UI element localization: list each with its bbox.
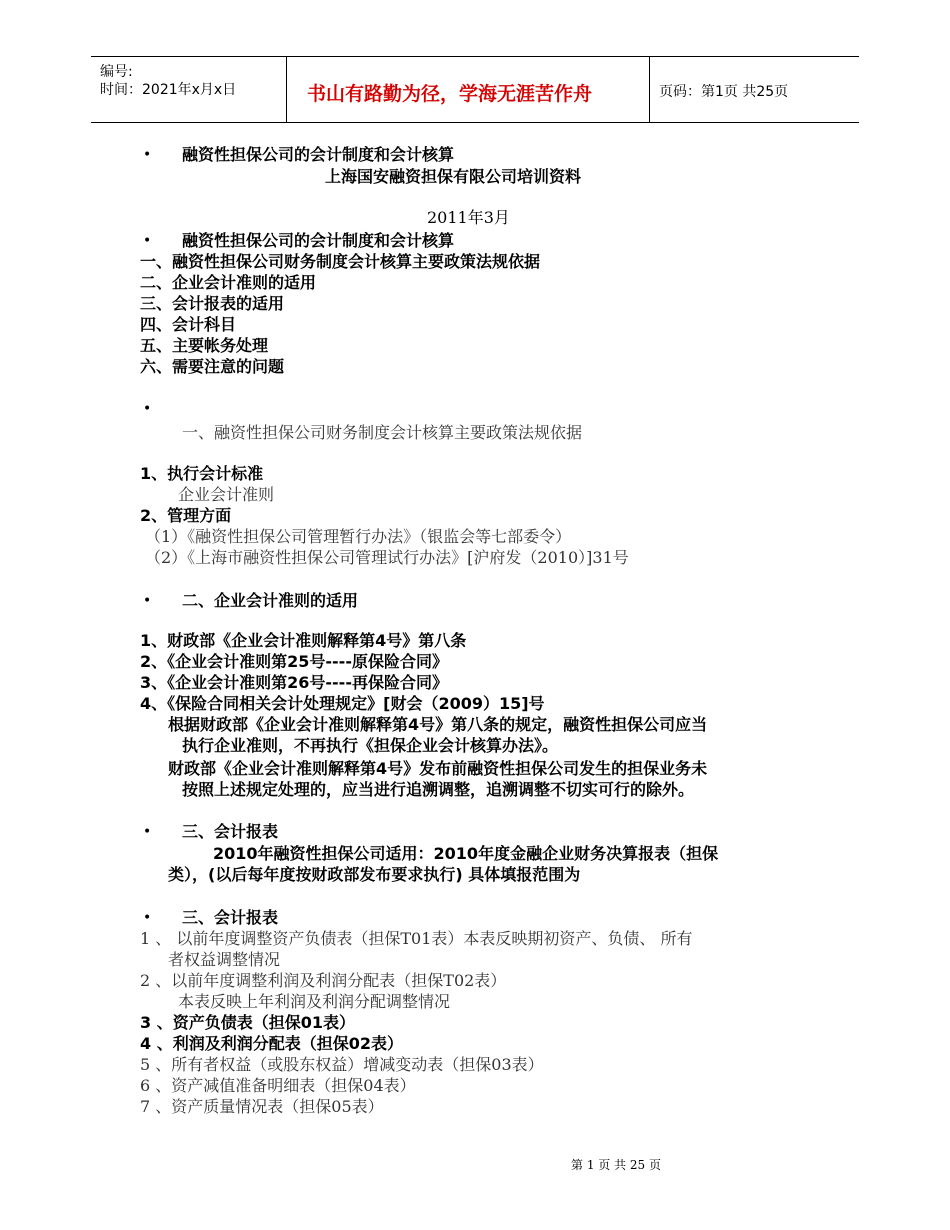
section3b-item2-line2: 本表反映上年利润及利润分配调整情况 [178, 992, 451, 1011]
section1-law-1: （1）《融资性担保公司管理暂行办法》（银监会等七部委令） [145, 527, 572, 546]
outline-item-4: 四、会计科目 [140, 315, 237, 334]
section3b-item-5: 5 、所有者权益（或股东权益）增减变动表（担保03表） [140, 1055, 544, 1074]
section3b-bullet: • [143, 910, 152, 926]
section3b-item2-line1: 2 、以前年度调整利润及利润分配表（担保T02表） [140, 971, 507, 990]
doc-subtitle: 上海国安融资担保有限公司培训资料 [325, 167, 582, 186]
header-divider-left [286, 56, 287, 122]
header-divider-right [649, 56, 650, 122]
section3a-heading: 三、会计报表 [182, 822, 279, 841]
section2-para1-line1: 根据财政部《企业会计准则解释第4号》第八条的规定，融资性担保公司应当 [168, 715, 708, 734]
section2-para2-line1: 财政部《企业会计准则解释第4号》发布前融资性担保公司发生的担保业务未 [168, 759, 708, 778]
section3b-item-7: 7 、资产质量情况表（担保05表） [140, 1097, 384, 1116]
section2-para1-line2: 执行企业准则，不再执行《担保企业会计核算办法》。 [182, 736, 559, 755]
section2-item-3: 3、《企业会计准则第26号----再保险合同》 [140, 673, 448, 692]
section3b-heading: 三、会计报表 [182, 908, 279, 927]
section3b-item1-line1: 1 、 以前年度调整资产负债表（担保T01表）本表反映期初资产、负债、 所有 [140, 929, 693, 948]
page-footer: 第 1 页 共 25 页 [571, 1158, 661, 1172]
doc-title: 融资性担保公司的会计制度和会计核算 [182, 145, 455, 164]
doc-date: 2011年3月 [427, 208, 510, 227]
outline-item-2: 二、企业会计准则的适用 [140, 273, 317, 292]
section1-item2-title: 2、管理方面 [140, 506, 232, 525]
section1-item1-text: 企业会计准则 [178, 485, 275, 504]
outline-item-6: 六、需要注意的问题 [140, 357, 285, 376]
section1-bullet: • [143, 401, 152, 417]
outline-heading: 融资性担保公司的会计制度和会计核算 [182, 231, 455, 250]
section3a-bullet: • [143, 824, 152, 840]
outline-item-1: 一、融资性担保公司财务制度会计核算主要政策法规依据 [140, 252, 541, 271]
section3a-line2: 类），(以后每年度按财政部发布要求执行) 具体填报范围为 [168, 865, 581, 884]
section3b-item1-line2: 者权益调整情况 [168, 950, 281, 969]
section2-item-1: 1、财政部《企业会计准则解释第4号》第八条 [140, 631, 467, 650]
header-motto: 书山有路勤为径，学海无涯苦作舟 [307, 83, 593, 105]
section2-para2-line2: 按照上述规定处理的，应当进行追溯调整，追溯调整不切实可行的除外。 [182, 780, 695, 799]
outline-item-3: 三、会计报表的适用 [140, 294, 285, 313]
section2-item-2: 2、《企业会计准则第25号----原保险合同》 [140, 652, 448, 671]
section3a-line1: 2010年融资性担保公司适用：2010年度金融企业财务决算报表（担保 [213, 844, 719, 863]
header-time-label: 时间：2021年x月x日 [100, 82, 237, 98]
section3b-item-6: 6 、资产减值准备明细表（担保04表） [140, 1076, 416, 1095]
section3b-item-4: 4 、利润及利润分配表（担保02表） [140, 1034, 403, 1053]
section1-heading: 一、融资性担保公司财务制度会计核算主要政策法规依据 [182, 423, 583, 442]
section2-bullet: • [143, 593, 152, 609]
header-number-label: 编号: [100, 64, 133, 80]
section2-heading: 二、企业会计准则的适用 [182, 591, 359, 610]
title-bullet: • [143, 147, 152, 163]
section2-item-4: 4、《保险合同相关会计处理规定》[财会（2009）15]号 [140, 694, 545, 713]
section1-item1-title: 1、执行会计标准 [140, 464, 264, 483]
header-page-info: 页码：第1页 共25页 [659, 84, 789, 100]
section1-law-2: （2）《上海市融资性担保公司管理试行办法》[沪府发（2010）]31号 [145, 548, 629, 567]
section3b-item-3: 3 、资产负债表（担保01表） [140, 1013, 355, 1032]
header-top-rule [91, 56, 859, 57]
outline-item-5: 五、主要帐务处理 [140, 336, 269, 355]
outline-bullet: • [143, 233, 152, 249]
header-bottom-rule [91, 122, 859, 123]
